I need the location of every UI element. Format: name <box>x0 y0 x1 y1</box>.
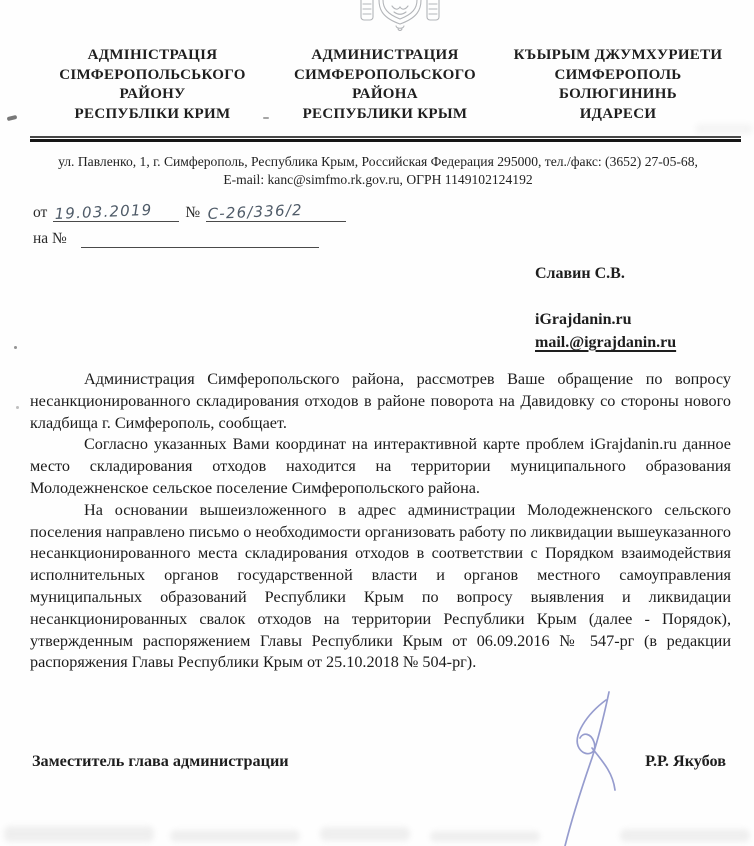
signer-position: Заместитель глава администрации <box>32 752 289 770</box>
handwritten-signature <box>535 676 645 846</box>
letterhead-line: СІМФЕРОПОЛЬСЬКОГО <box>59 66 246 83</box>
scan-blotch <box>320 827 410 841</box>
letterhead-russian <box>275 46 495 124</box>
recipient-organization: iGrajdanin.ru <box>535 311 632 328</box>
body-paragraph: Согласно указанных Вами координат на интерактивной карте проблем iGrajdanin.ru данное место складирования отходов находится на территории муниципального образования Молодежненское сельское поселение Симферопольского района. <box>30 435 731 497</box>
recipient-name: Славин С.В. <box>535 265 625 282</box>
reply-label: на № <box>33 230 67 247</box>
header-divider <box>30 136 741 142</box>
letterhead-line: БОЛЮГИНИНЬ <box>559 86 677 102</box>
scan-speck <box>7 115 18 121</box>
reply-blank <box>81 229 319 248</box>
handwritten-date: 19.03.2019 <box>54 200 154 223</box>
from-label: от <box>33 204 48 221</box>
letterhead-line: ИДАРЕСИ <box>579 105 657 122</box>
reference-block <box>33 200 352 248</box>
scan-blotch <box>430 831 540 842</box>
contact-email-ogrn: E-mail: kanc@simfmo.rk.gov.ru, ОГРН 1149102124192 <box>223 171 533 187</box>
letterhead-ukrainian <box>30 46 275 124</box>
reference-line-reply <box>33 229 352 248</box>
coat-of-arms-icon <box>352 0 448 34</box>
scan-speck <box>16 406 19 409</box>
letterhead-crimean-tatar <box>495 46 741 124</box>
number-blank <box>206 200 346 223</box>
contact-block <box>20 153 736 188</box>
scan-speck <box>14 346 17 349</box>
recipient-block <box>535 264 676 353</box>
recipient-email: mail.@igrajdanin.ru <box>535 334 677 351</box>
date-blank <box>53 200 179 223</box>
letterhead-line: РАЙОНУ <box>119 86 186 102</box>
letterhead-line: РАЙОНА <box>352 86 418 102</box>
letterhead-line: РЕСПУБЛИКИ КРЫМ <box>302 105 468 122</box>
letterhead-line: КЪЫРЫМ ДЖУМХУРИЕТИ <box>513 47 723 63</box>
body-paragraph: Администрация Симферопольского района, рассмотрев Ваше обращение по вопросу несанкционированного складирования отходов в районе поворота на Давидовку со стороны нового кладбища г. Симферополь, сообщает. <box>30 370 731 432</box>
letterhead-line: АДМІНІСТРАЦІЯ <box>87 47 218 63</box>
scan-blotch <box>695 124 753 134</box>
letter-body <box>30 369 731 674</box>
scan-blotch <box>170 830 300 842</box>
number-label: № <box>185 204 201 221</box>
signer-name: Р.Р. Якубов <box>645 752 726 770</box>
handwritten-number: С-26/336/2 <box>207 200 304 223</box>
letterhead-line: СИМФЕРОПОЛЬ <box>554 66 682 83</box>
letterhead <box>30 46 741 124</box>
scan-blotch <box>4 826 154 842</box>
letterhead-line: СИМФЕРОПОЛЬСКОГО <box>293 66 477 83</box>
letterhead-line: РЕСПУБЛІКИ КРИМ <box>74 105 231 122</box>
reference-line-outgoing <box>33 200 352 223</box>
contact-address: ул. Павленко, 1, г. Симферополь, Республика Крым, Российская Федерация 295000, тел./факс: (3652) 27-05-68, <box>58 154 698 169</box>
body-paragraph: На основании вышеизложенного в адрес администрации Молодежненского сельского поселения направлено письмо о необходимости организовать работу по ликвидации вышеуказанного несанкционированного места складирования отходов в соответствии с Порядком взаимодействия исполнительных органов государственной власти и органов местного самоуправления муниципальных образований Республики Крым по вопросу выявления и ликвидации несанкционированных свалок отходов на территории Республики Крым (далее - Порядок), утвержденным распоряжением Главы Республики Крым от 06.09.2016 № 547-рг (в редакции распоряжения Главы Республики Крым от 25.10.2018 № 504-рг). <box>30 500 731 672</box>
letterhead-line: АДМИНИСТРАЦИЯ <box>311 47 459 63</box>
